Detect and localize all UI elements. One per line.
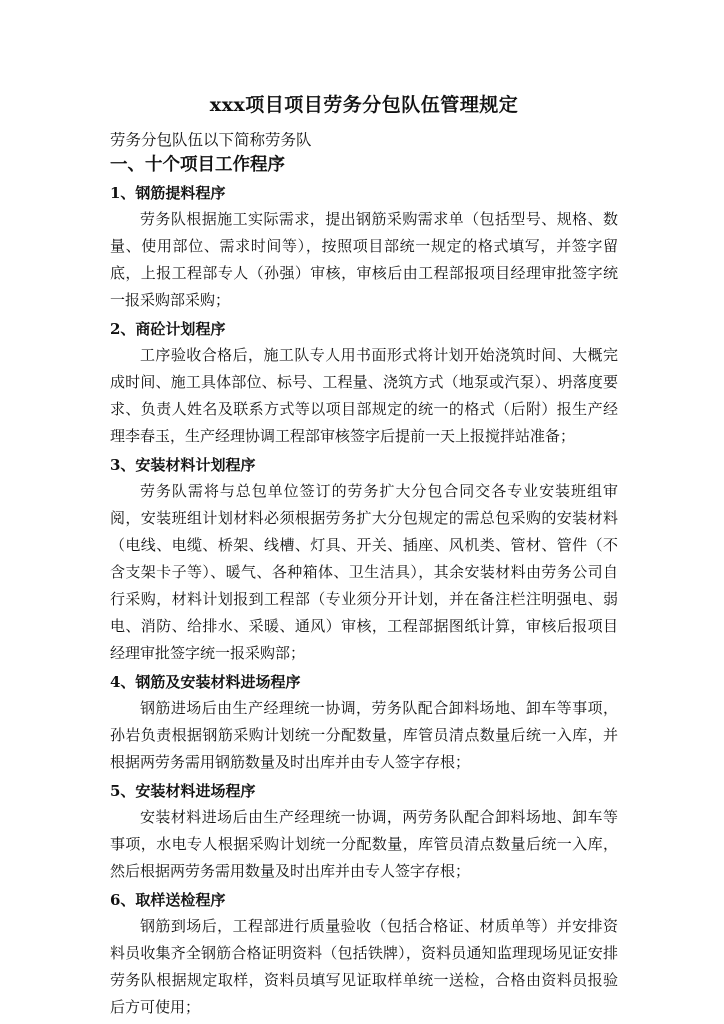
procedure-heading: 3、安装材料计划程序 (110, 456, 256, 474)
procedure-body: 劳务队根据施工实际需求，提出钢筋采购需求单（包括型号、规格、数量、使用部位、需求时间等），按照项目部统一规定的格式填写，并签字留底，上报工程部专人（孙强）审核，审核后由工程部报项目经理审批签字统一报采购部采购； (110, 210, 618, 309)
intro-line: 劳务分包队伍以下简称劳务队 (110, 131, 312, 149)
document-title: xxx项目项目劳务分包队伍管理规定 (209, 94, 519, 116)
procedure-1 (110, 182, 618, 314)
procedure-2 (110, 318, 618, 450)
procedure-body: 钢筋到场后，工程部进行质量验收（包括合格证、材质单等）并安排资料员收集齐全钢筋合格证明资料（包括铁牌），资料员通知监理现场见证安排劳务队根据规定取样，资料员填写见证取样单统一送检，合格由资料员报验后方可使用； (110, 917, 618, 1016)
procedure-heading: 6、取样送检程序 (110, 891, 226, 909)
procedure-heading: 4、钢筋及安装材料进场程序 (110, 673, 301, 691)
section-heading: 一、十个项目工作程序 (110, 155, 285, 175)
procedure-heading: 5、安装材料进场程序 (110, 782, 256, 800)
procedure-body: 钢筋进场后由生产经理统一协调，劳务队配合卸料场地、卸车等事项，孙岩负责根据钢筋采购计划统一分配数量，库管员清点数量后统一入库，并根据两劳务需用钢筋数量及时出库并由专人签字存根； (110, 699, 618, 771)
procedure-body: 安装材料进场后由生产经理统一协调，两劳务队配合卸料场地、卸车等事项，水电专人根据采购计划统一分配数量，库管员清点数量后统一入库，然后根据两劳务需用数量及时出库并由专人签字存根； (110, 808, 618, 880)
procedure-heading: 1、钢筋提料程序 (110, 184, 226, 202)
procedure-body: 工序验收合格后，施工队专人用书面形式将计划开始浇筑时间、大概完成时间、施工具体部位、标号、工程量、浇筑方式（地泵或汽泵）、坍落度要求、负责人姓名及联系方式等以项目部规定的统一的格式（后附）报生产经理李春玉，生产经理协调工程部审核签字后提前一天上报搅拌站准备； (110, 346, 618, 445)
procedure-heading: 2、商砼计划程序 (110, 320, 226, 338)
procedure-5 (110, 780, 618, 885)
procedure-6 (110, 889, 618, 1021)
procedure-body: 劳务队需将与总包单位签订的劳务扩大分包合同交各专业安装班组审阅，安装班组计划材料必须根据劳务扩大分包规定的需总包采购的安装材料（电线、电缆、桥架、线槽、灯具、开关、插座、风机类、管材、管件（不含支架卡子等）、暖气、各种箱体、卫生洁具），其余安装材料由劳务公司自行采购，材料计划报到工程部（专业须分开计划，并在备注栏注明强电、弱电、消防、给排水、采暖、通风）审核，工程部据图纸计算，审核后报项目经理审批签字统一报采购部； (110, 482, 618, 662)
procedure-4 (110, 671, 618, 776)
procedure-3 (110, 454, 618, 667)
